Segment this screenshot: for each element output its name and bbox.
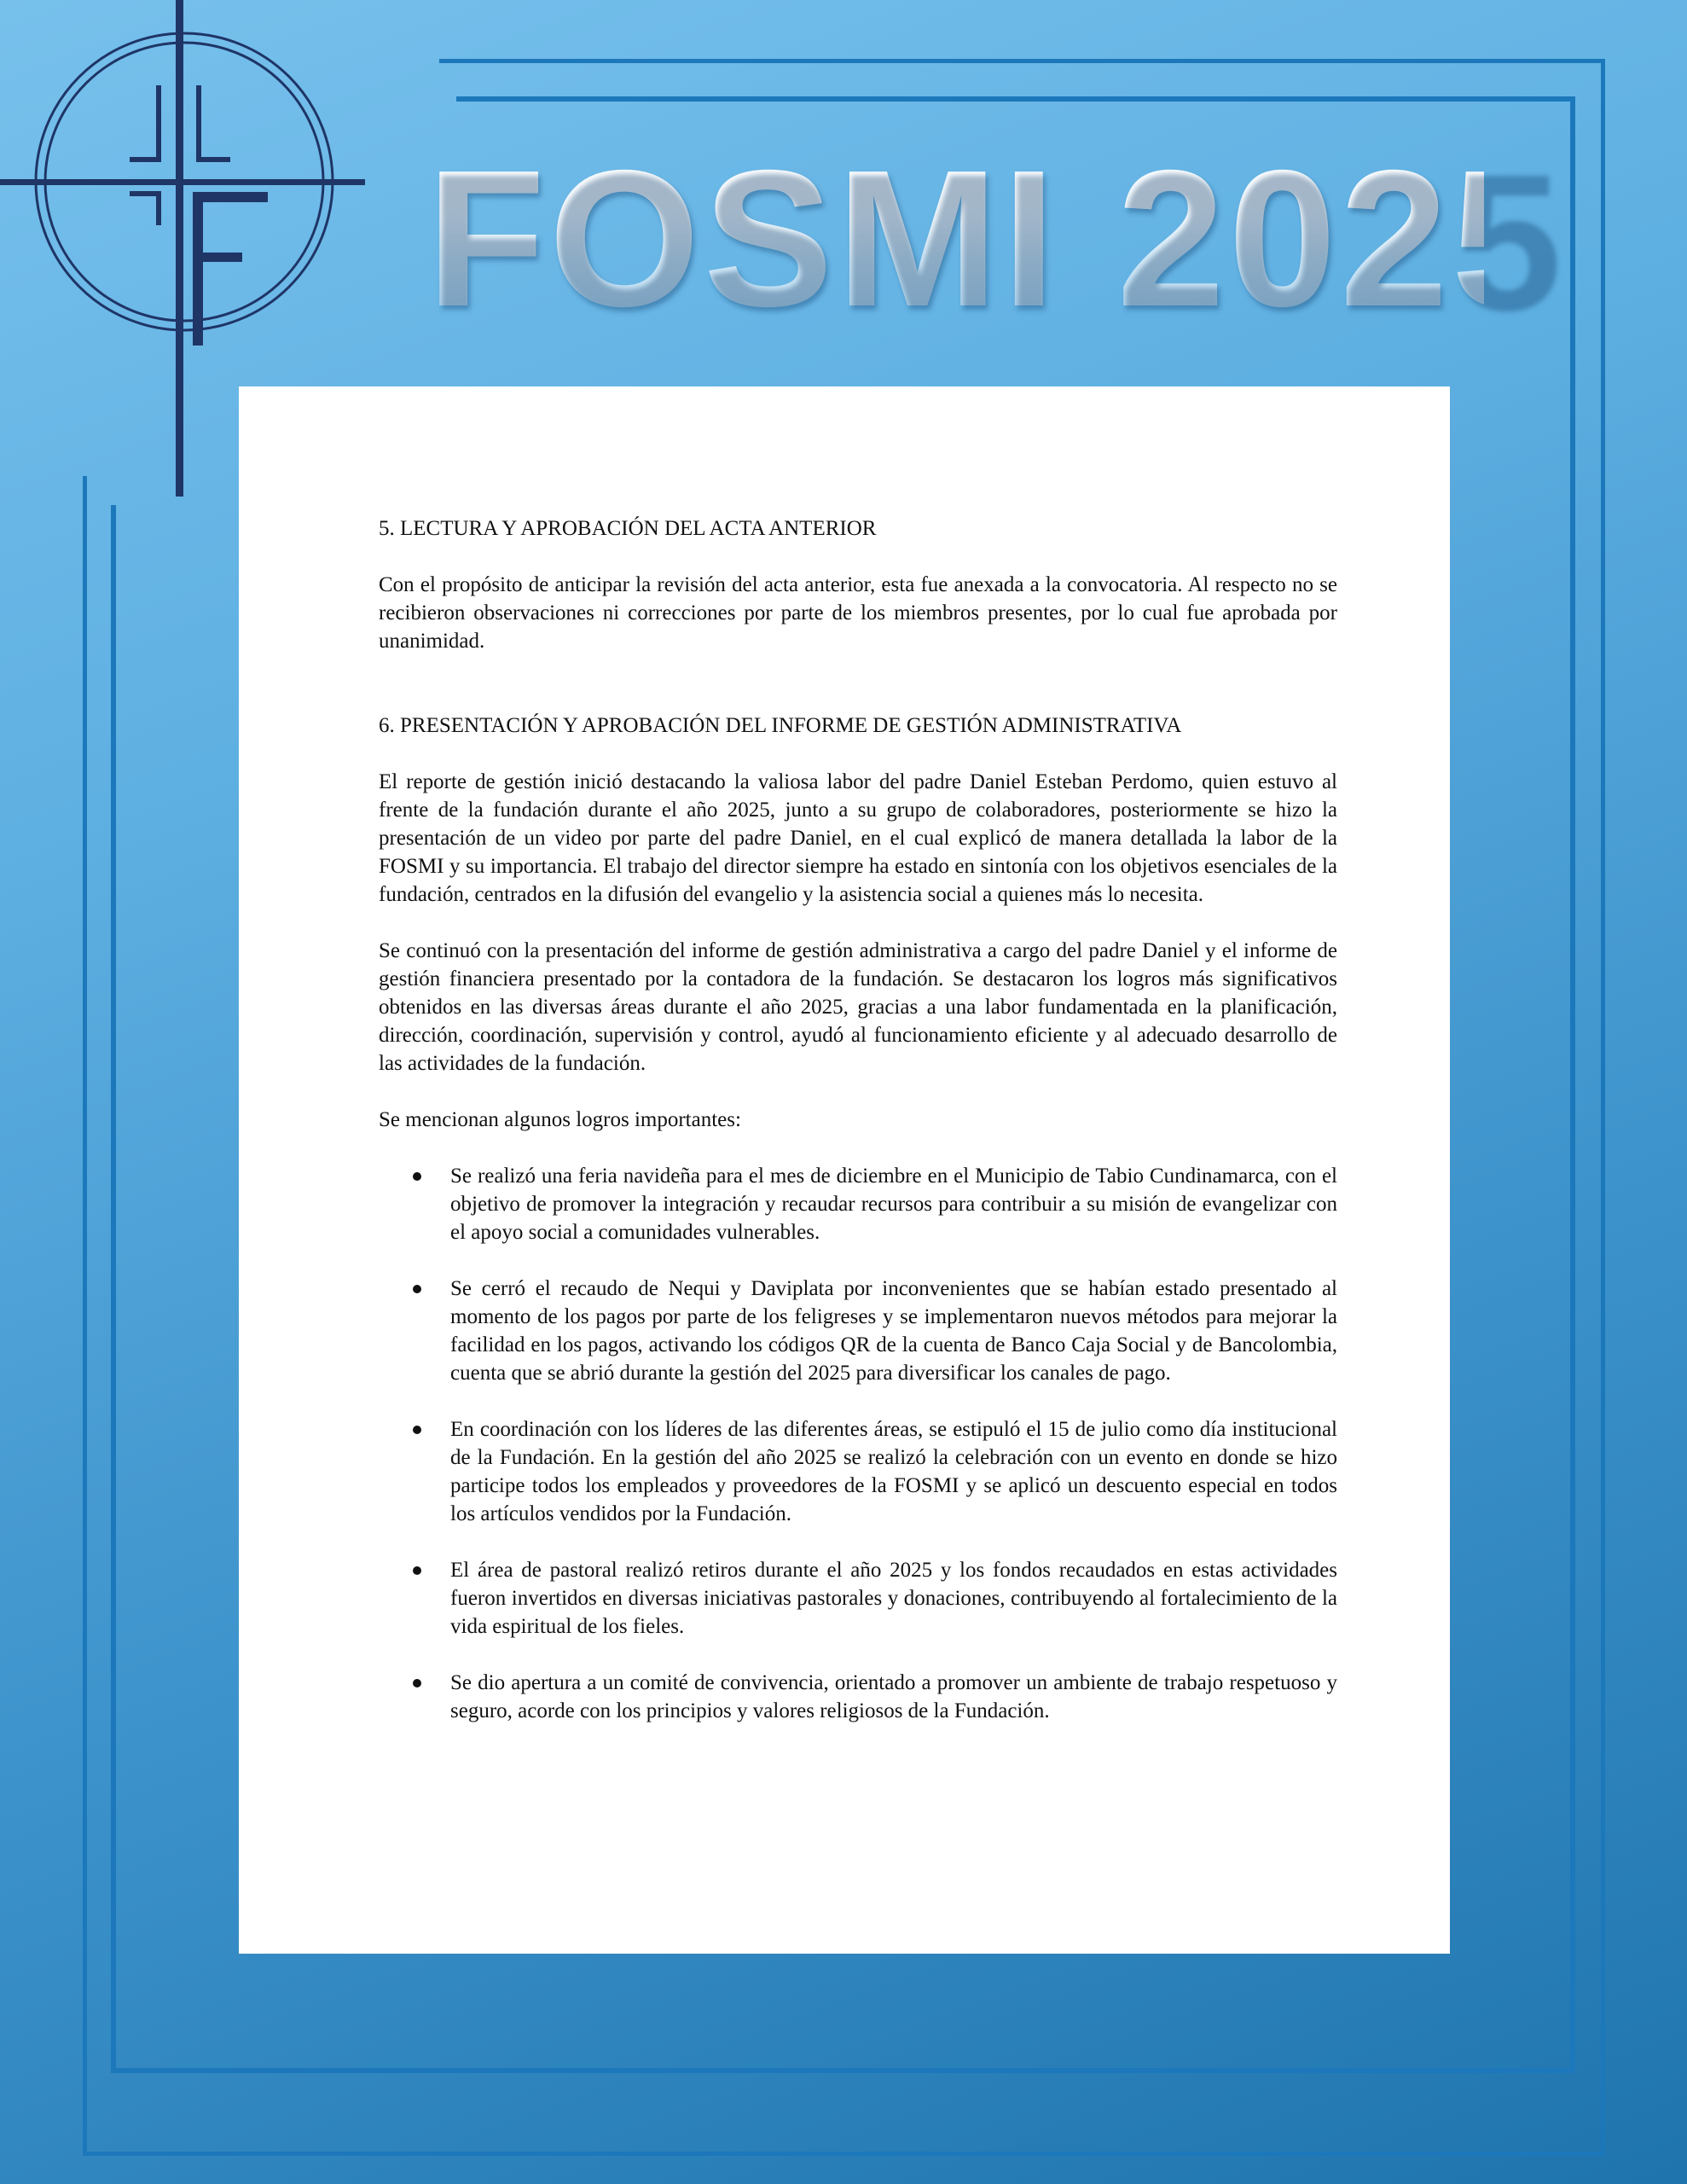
list-item-text: Se dio apertura a un comité de convivencia, orientado a promover un ambiente de trabajo respetuoso y seguro, acorde con los principios y valores religiosos de la Fundación. (450, 1671, 1337, 1722)
list-item (379, 1669, 1337, 1725)
list-item (379, 1162, 1337, 1246)
section-6-heading: 6. PRESENTACIÓN Y APROBACIÓN DEL INFORME DE GESTIÓN ADMINISTRATIVA (379, 714, 1182, 737)
frame-line-left-inner (111, 505, 116, 2073)
section-5-paragraph: Con el propósito de anticipar la revisión del acta anterior, esta fue anexada a la convocatoria. Al respecto no se recibieron observaciones ni correcciones por parte de los miembros presentes, por lo cual fue aprobada por unanimidad. (379, 573, 1337, 653)
document-page (239, 386, 1450, 1954)
list-item-text: En coordinación con los líderes de las diferentes áreas, se estipuló el 15 de julio como día institucional de la Fundación. En la gestión del año 2025 se realizó la celebración con un evento en donde se hizo participe todos los empleados y proveedores de la FOSMI y se aplicó un descuento especial en todos los artículos vendidos por la Fundación. (450, 1418, 1337, 1525)
list-item-text: Se cerró el recaudo de Nequi y Daviplata por inconvenientes que se habían estado presentado al momento de los pagos por parte de los feligreses y se implementaron nuevos métodos para mejorar la facilidad en los pagos, activando los códigos QR de la cuenta de Banco Caja Social y de Bancolombia, cuenta que se abrió durante la gestión del 2025 para diversificar los canales de pago. (450, 1277, 1337, 1385)
section-6-paragraph-2: Se continuó con la presentación del informe de gestión administrativa a cargo del padre Daniel y el informe de gestión financiera presentado por la contadora de la fundación. Se destacaron los logros más significativos obtenidos en las diversas áreas durante el año 2025, gracias a una labor fundamentada en la planificación, dirección, coordinación, supervisión y control, ayudó al funcionamiento eficiente y al adecuado desarrollo de las actividades de la fundación. (379, 939, 1337, 1075)
document-content (379, 514, 1337, 1725)
bullet-icon (413, 1426, 421, 1434)
frame-line-right-inner (1570, 96, 1575, 2073)
bullet-icon (413, 1679, 421, 1687)
section-6-paragraph-1: El reporte de gestión inició destacando la valiosa labor del padre Daniel Esteban Perdomo, quien estuvo al frente de la fundación durante el año 2025, junto a su grupo de colaboradores, posteriormente se hizo la presentación de un video por parte del padre Daniel, en el cual explicó de manera detallada la labor de la FOSMI y su importancia. El trabajo del director siempre ha estado en sintonía con los objetivos esenciales de la fundación, centrados en la difusión del evangelio y la asistencia social a quienes más lo necesita. (379, 770, 1337, 906)
frame-line-left-outer (83, 476, 87, 2156)
frame-line-top-outer (439, 59, 1605, 63)
bullet-icon (413, 1285, 421, 1293)
frame-line-top-inner (456, 96, 1575, 102)
brand-title: FOSMI 2025 (426, 131, 1563, 347)
list-item-text: Se realizó una feria navideña para el mes de diciembre en el Municipio de Tabio Cundinamarca, con el objetivo de promover la integración y recaudar recursos para contribuir a su misión de evangelizar con el apoyo social a comunidades vulnerables. (450, 1165, 1337, 1244)
frame-line-bottom-outer (83, 2152, 1605, 2156)
frame-line-bottom-inner (111, 2068, 1575, 2073)
list-item (379, 1275, 1337, 1387)
frame-line-right-outer (1601, 59, 1605, 2156)
section-5-heading: 5. LECTURA Y APROBACIÓN DEL ACTA ANTERIOR (379, 517, 877, 540)
list-item (379, 1556, 1337, 1641)
bullet-icon (413, 1566, 421, 1575)
list-intro: Se mencionan algunos logros importantes: (379, 1108, 741, 1131)
achievements-list (379, 1162, 1337, 1725)
list-item-text: El área de pastoral realizó retiros durante el año 2025 y los fondos recaudados en estas actividades fueron invertidos en diversas iniciativas pastorales y donaciones, contribuyendo al fortalecimiento de la vida espiritual de los fieles. (450, 1559, 1337, 1638)
list-item (379, 1415, 1337, 1528)
bullet-icon (413, 1172, 421, 1181)
